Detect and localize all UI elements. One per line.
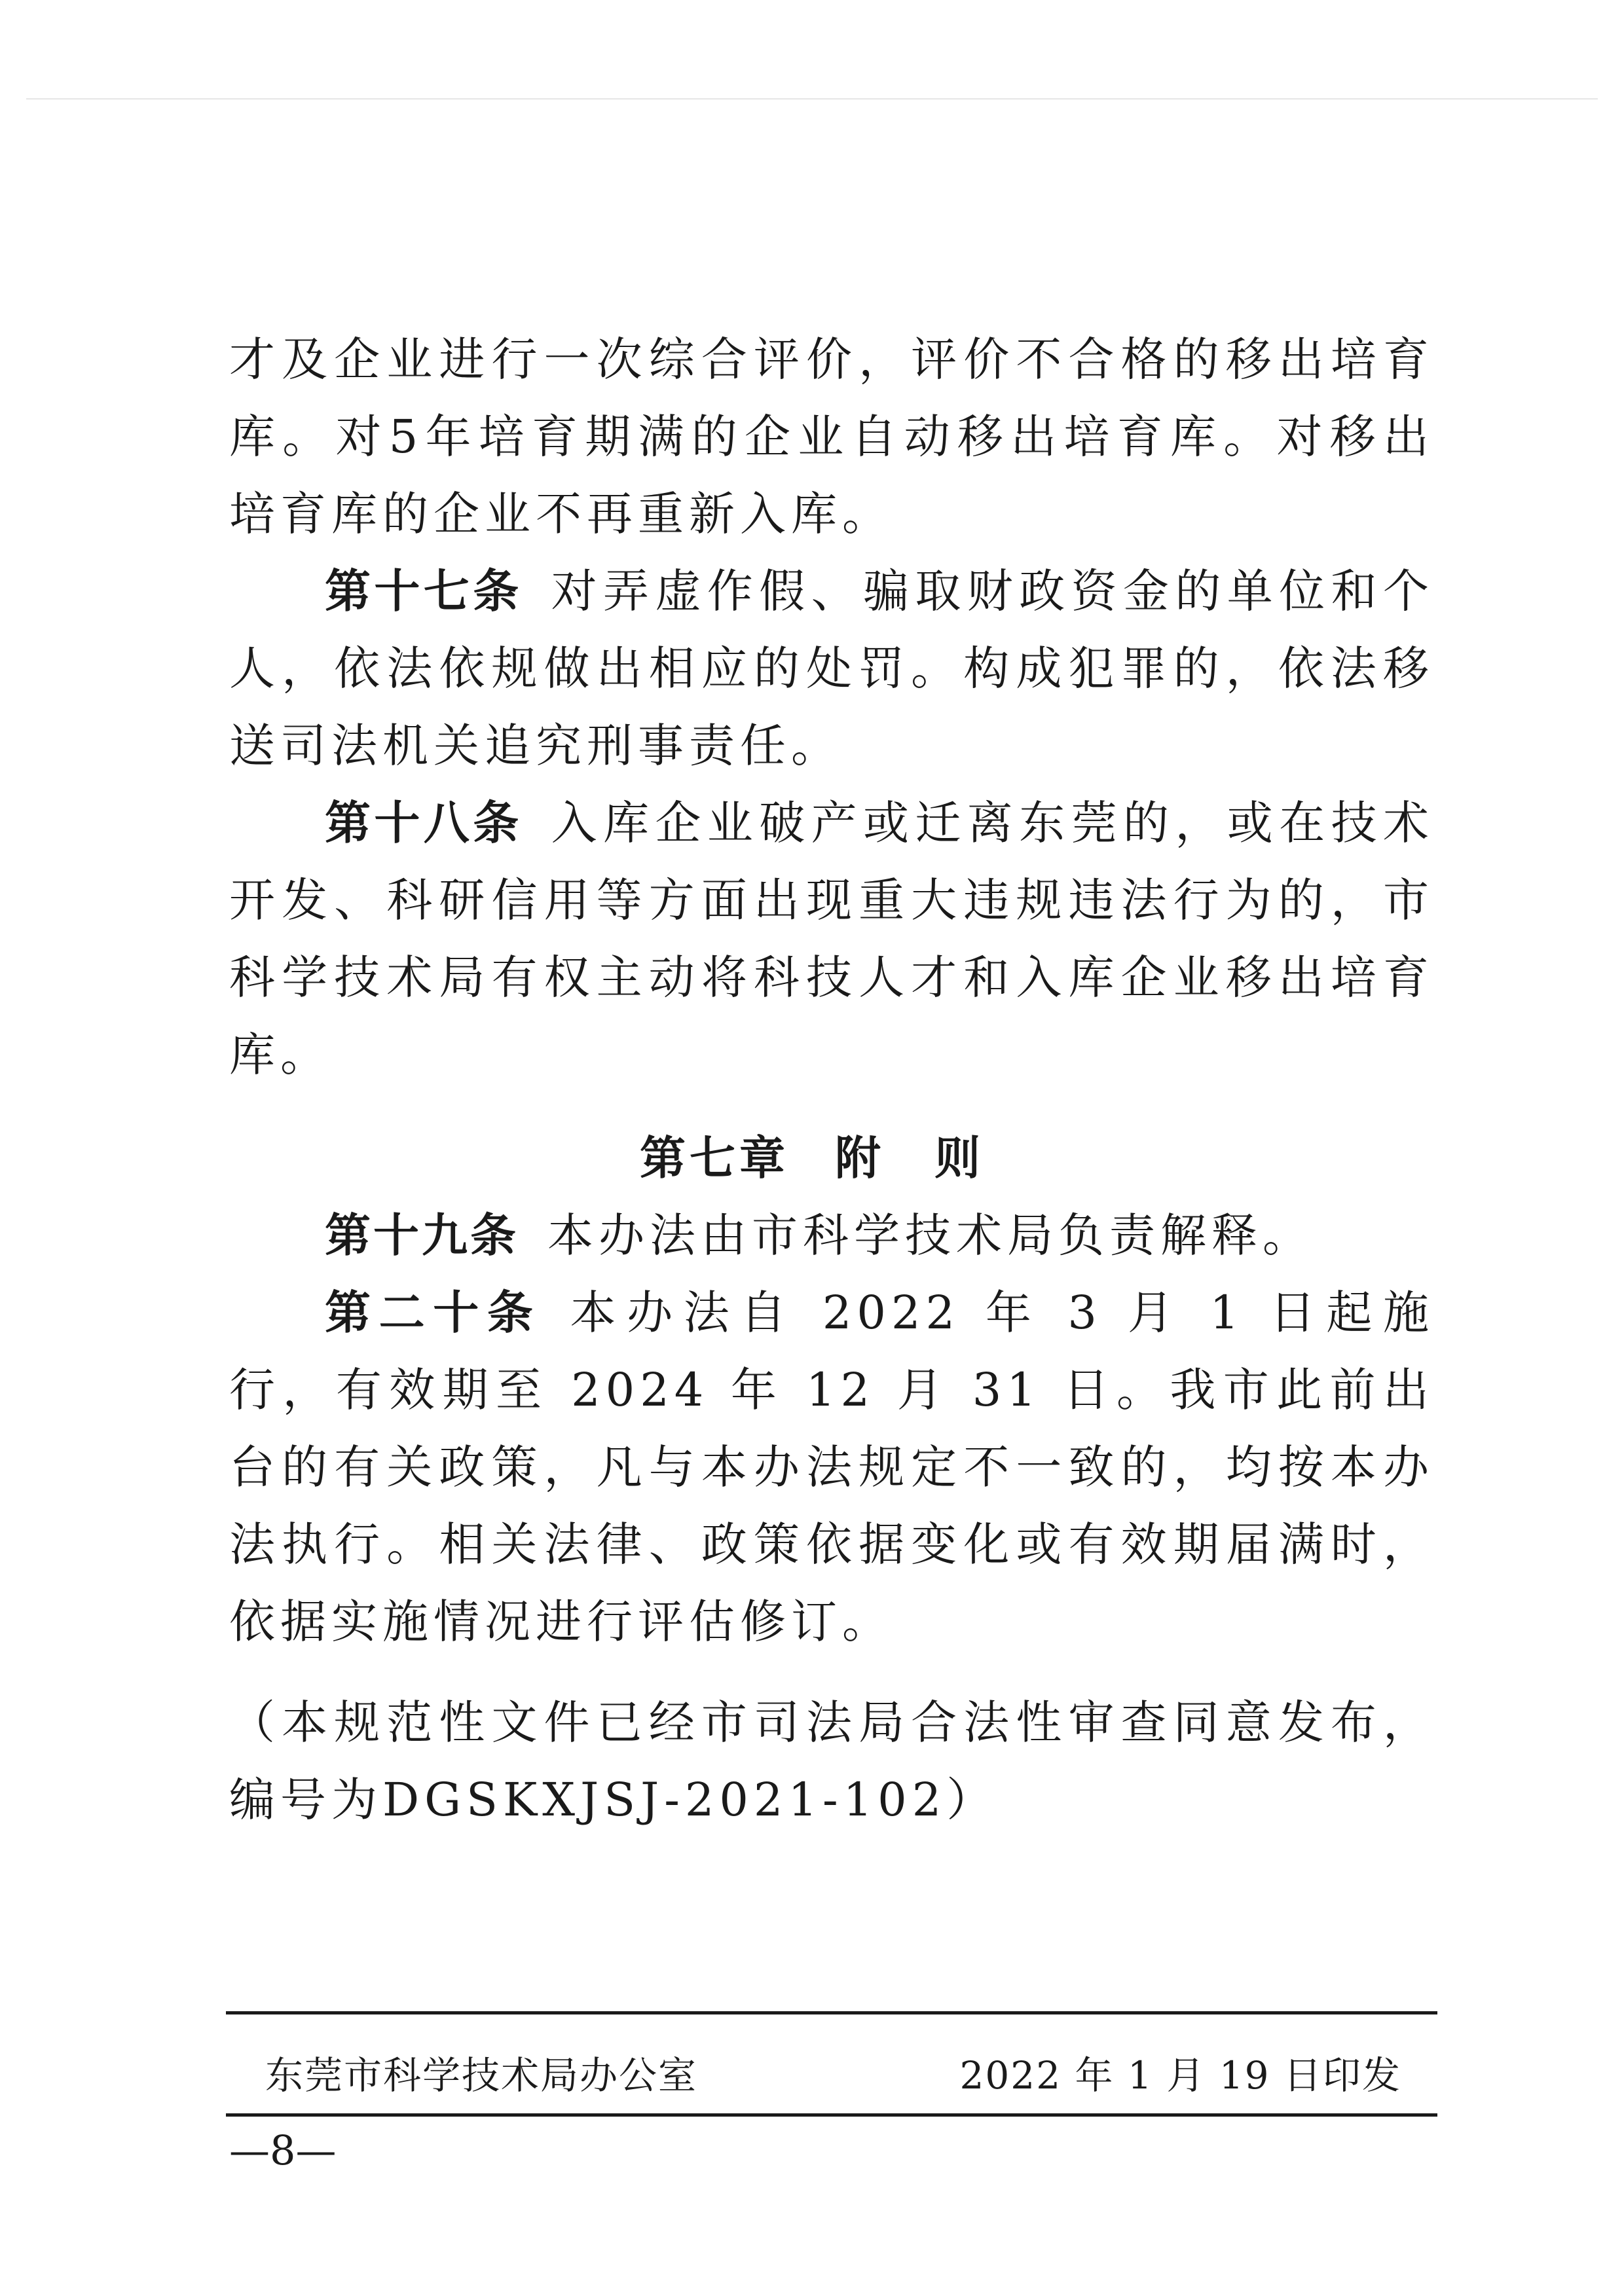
article-17 <box>229 553 1434 784</box>
article-18 <box>229 784 1434 1093</box>
paragraph-text: 才及企业进行一次综合评价，评价不合格的移出培育库。对5年培育期满的企业自动移出培育库。对移出培育库的企业不再重新入库。 <box>229 333 1434 541</box>
page-number: —8— <box>229 2126 337 2174</box>
imprint-bottom-rule <box>226 2113 1437 2117</box>
article-label: 第十七条 <box>325 564 523 618</box>
imprint-organization: 东莞市科学技术局办公室 <box>265 2053 698 2098</box>
scan-top-edge-line <box>26 98 1598 100</box>
chapter-heading <box>0 1120 1624 1197</box>
imprint-top-rule <box>226 2011 1437 2014</box>
article-label: 第十九条 <box>325 1209 519 1262</box>
note-text: （本规范性文件已经市司法局合法性审查同意发布，编号为DGSKXJSJ-2021-102） <box>229 1696 1434 1827</box>
legal-review-note <box>229 1684 1434 1838</box>
chapter-subtitle: 附 则 <box>835 1131 984 1185</box>
article-label: 第十八条 <box>325 796 523 850</box>
article-text: 入库企业破产或迁离东莞的，或在技术开发、科研信用等方面出现重大违规违法行为的，市科学技术局有权主动将科技人才和入库企业移出培育库。 <box>229 796 1435 1082</box>
article-text: 本办法自 2022 年 3 月 1 日起施行，有效期至 2024 年 12 月 31 日。我市此前出台的有关政策，凡与本办法规定不一致的，均按本办法执行。相关法律、政策依据变化或有效期届满时，依据实施情况进行评估修订。 <box>229 1286 1434 1649</box>
imprint-date: 2022 年 1 月 19 日印发 <box>959 2053 1401 2098</box>
article-text: 本办法由市科学技术局负责解释。 <box>547 1209 1314 1262</box>
article-text: 对弄虚作假、骗取财政资金的单位和个人，依法依规做出相应的处罚。构成犯罪的，依法移送司法机关追究刑事责任。 <box>229 564 1435 773</box>
article-label: 第二十条 <box>325 1286 542 1339</box>
chapter-title: 第七章 <box>640 1131 789 1185</box>
paragraph-continuation <box>229 321 1434 553</box>
article-19 <box>229 1197 1434 1274</box>
article-20 <box>229 1274 1434 1660</box>
